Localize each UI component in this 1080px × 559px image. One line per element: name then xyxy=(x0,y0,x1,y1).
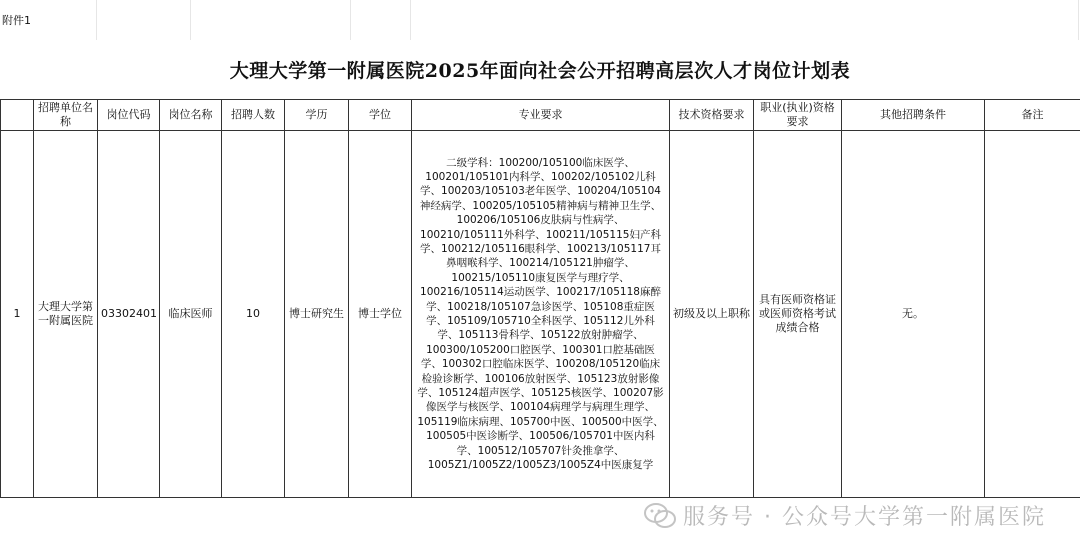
cell-tech-qualification: 初级及以上职称 xyxy=(670,131,754,498)
cell-position: 临床医师 xyxy=(160,131,222,498)
page-title: 大理大学第一附属医院2025年面向社会公开招聘高层次人才岗位计划表 xyxy=(229,60,851,82)
cell-count: 10 xyxy=(222,131,285,498)
cell-degree: 博士学位 xyxy=(349,131,412,498)
table-header-row xyxy=(1,100,1080,131)
cell-other: 无。 xyxy=(842,131,985,498)
spreadsheet-gridlines xyxy=(0,0,1080,40)
header-unit: 招聘单位名称 xyxy=(34,100,98,131)
header-degree: 学位 xyxy=(349,100,412,131)
header-education: 学历 xyxy=(285,100,349,131)
cell-remarks xyxy=(985,131,1080,498)
header-count: 招聘人数 xyxy=(222,100,285,131)
cell-education: 博士研究生 xyxy=(285,131,349,498)
cell-unit: 大理大学第一附属医院 xyxy=(34,131,98,498)
cell-major: 二级学科：100200/105100临床医学、100201/105101内科学、100202/105102儿科学、100203/105103老年医学、100204/105104神经病学、100205/105105精神病与精神卫生学、100206/105106皮肤病与性病学、100210/105111外科学、100211/105115妇产科学、100212/105116眼科学、100213/105117耳鼻咽喉科学、100214/105121肿瘤学、100215/105110康复医学与理疗学、100216/105114运动医学、100217/105118麻醉学、100218/105107急诊医学、105108重症医学、105109/105710全科医学、105112儿外科学、105113骨科学、105122放射肿瘤学、100300/105200口腔医学、100301口腔基础医学、100302口腔临床医学、100208/105120临床检验诊断学、100106放射医学、105123放射影像学、105124超声医学、105125核医学、100207影像医学与核医学、100104病理学与病理生理学、105119临床病理、105700中医、100500中医学、100505中医诊断学、100506/105701中医内科学、100512/105707针灸推拿学、1005Z1/1005Z2/1005Z3/1005Z4中医康复学 xyxy=(412,131,670,498)
header-major: 专业要求 xyxy=(412,100,670,131)
watermark-text: 服务号 · 公众号大学第一附属医院 xyxy=(683,505,1046,530)
cell-index: 1 xyxy=(1,131,34,498)
header-tech-qualification: 技术资格要求 xyxy=(670,100,754,131)
header-position: 岗位名称 xyxy=(160,100,222,131)
cell-code: 03302401 xyxy=(98,131,160,498)
header-professional-qualification: 职业(执业)资格要求 xyxy=(754,100,842,131)
header-index xyxy=(1,100,34,131)
watermark xyxy=(643,500,1046,531)
position-plan-table xyxy=(0,99,1080,498)
table-row xyxy=(1,131,1080,498)
header-other: 其他招聘条件 xyxy=(842,100,985,131)
wechat-icon xyxy=(643,501,677,531)
header-remarks: 备注 xyxy=(985,100,1080,131)
header-code: 岗位代码 xyxy=(98,100,160,131)
attachment-label: 附件1 xyxy=(2,14,31,27)
cell-professional-qualification: 具有医师资格证或医师资格考试成绩合格 xyxy=(754,131,842,498)
